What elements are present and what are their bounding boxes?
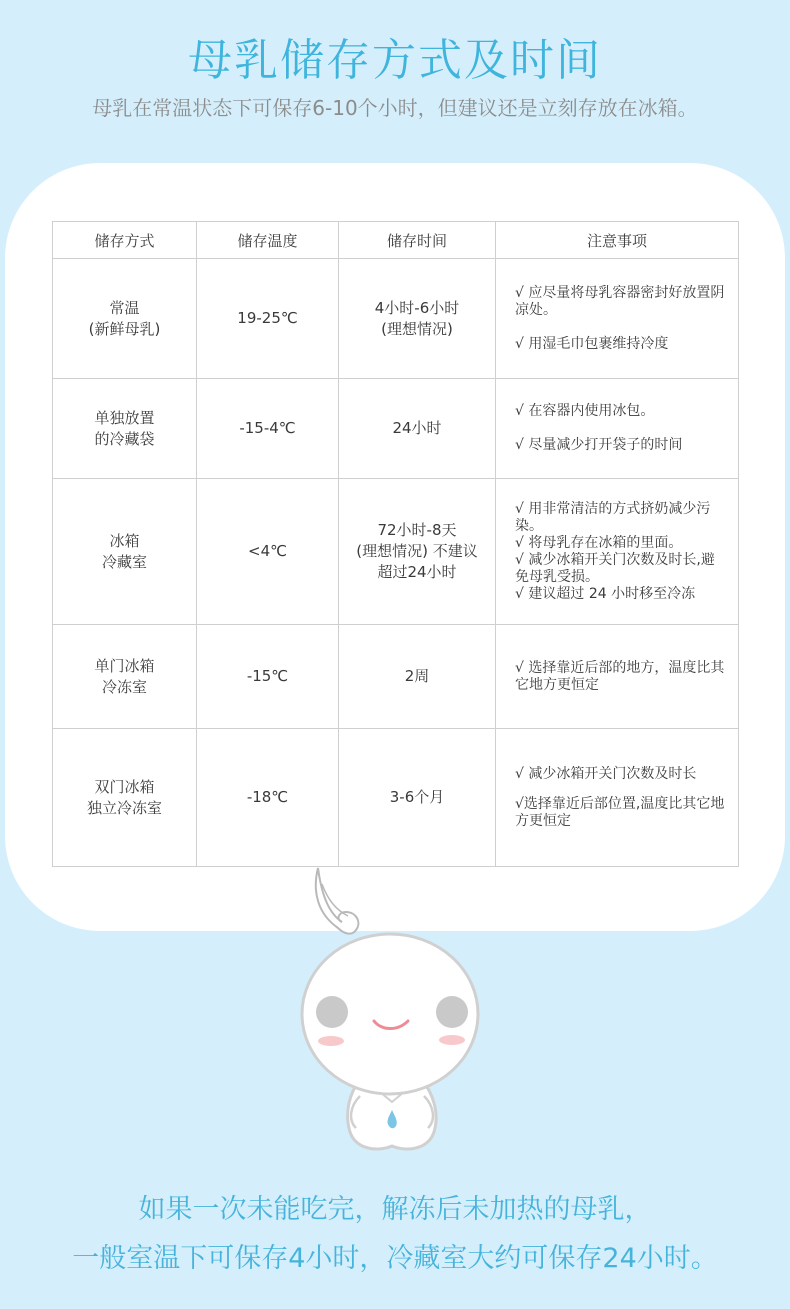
note-item: √ 减少冰箱开关门次数及时长,避免母乳受损。: [515, 551, 715, 585]
column-header-method: 储存方式: [53, 222, 197, 259]
temperature-cell: 19-25℃: [197, 259, 339, 379]
note-item: √ 尽量减少打开袋子的时间: [515, 437, 683, 453]
duration-text: 24小时: [392, 419, 442, 437]
note-item: √选择靠近后部位置,温度比其它地方更恒定: [515, 795, 725, 829]
mascot-illustration: [290, 860, 490, 1160]
notes-cell: [496, 259, 739, 379]
note-item: √ 用湿毛巾包裹维持冷度: [515, 335, 669, 352]
page-title: 母乳储存方式及时间: [188, 35, 602, 86]
method-text: (新鲜母乳): [88, 319, 161, 338]
duration-text: 3-6个月: [389, 788, 445, 806]
note-item: √ 将母乳存在冰箱的里面。: [515, 534, 683, 551]
footer-line-2: 一般室温下可保存4小时，冷藏室大约可保存24小时。: [72, 1243, 718, 1274]
note-item: √ 减少冰箱开关门次数及时长: [515, 765, 697, 782]
table-row: [53, 625, 739, 729]
notes-cell: [496, 729, 739, 867]
mascot-head: [302, 934, 478, 1094]
page-subtitle: 母乳在常温状态下可保存6-10个小时，但建议还是立刻存放在冰箱。: [92, 96, 698, 120]
duration-cell: [339, 729, 496, 867]
method-text: 的冷藏袋: [94, 429, 155, 448]
table-row: [53, 379, 739, 479]
column-header-notes: 注意事项: [496, 222, 739, 259]
method-cell: [53, 729, 197, 867]
footer-line-1: 如果一次未能吃完，解冻后未加热的母乳，: [138, 1194, 652, 1225]
duration-text: 72小时-8天: [377, 521, 457, 539]
duration-text: 2周: [404, 667, 430, 685]
temperature-cell: <4℃: [197, 479, 339, 625]
method-text: 冷藏室: [101, 552, 147, 571]
method-cell: [53, 479, 197, 625]
storage-table: [52, 221, 739, 867]
notes-cell: [496, 479, 739, 625]
method-cell: [53, 259, 197, 379]
method-text: 常温: [109, 298, 140, 317]
method-text: 单独放置: [94, 408, 155, 427]
duration-text: (理想情况) 不建议: [356, 542, 478, 560]
duration-cell: [339, 625, 496, 729]
note-item: √ 用非常清洁的方式挤奶减少污染。: [515, 500, 711, 534]
method-text: 单门冰箱: [94, 656, 155, 675]
table-row: [53, 259, 739, 379]
duration-cell: [339, 259, 496, 379]
note-item: √ 选择靠近后部的地方，温度比其它地方更恒定: [515, 659, 725, 693]
temperature-cell: -15℃: [197, 625, 339, 729]
method-text: 双门冰箱: [94, 777, 155, 796]
angel-wing-icon: [316, 868, 359, 934]
duration-text: 4小时-6小时: [374, 298, 460, 317]
notes-cell: [496, 625, 739, 729]
temperature-cell: -15-4℃: [197, 379, 339, 479]
note-item: √ 在容器内使用冰包。: [515, 403, 655, 419]
method-text: 独立冷冻室: [86, 798, 162, 817]
note-item: √ 建议超过 24 小时移至冷冻: [515, 585, 696, 602]
method-cell: [53, 625, 197, 729]
method-text: 冷冻室: [101, 677, 147, 696]
method-cell: [53, 379, 197, 479]
duration-text: (理想情况): [381, 319, 453, 338]
duration-cell: [339, 379, 496, 479]
column-header-duration: 储存时间: [339, 222, 496, 259]
method-text: 冰箱: [109, 531, 140, 550]
notes-cell: [496, 379, 739, 479]
column-header-temperature: 储存温度: [197, 222, 339, 259]
duration-cell: [339, 479, 496, 625]
duration-text: 超过24小时: [377, 563, 457, 581]
temperature-cell: -18℃: [197, 729, 339, 867]
table-row: [53, 479, 739, 625]
table-header-row: [53, 222, 739, 259]
table-row: [53, 729, 739, 867]
note-item: √ 应尽量将母乳容器密封好放置阴凉处。: [515, 284, 725, 318]
